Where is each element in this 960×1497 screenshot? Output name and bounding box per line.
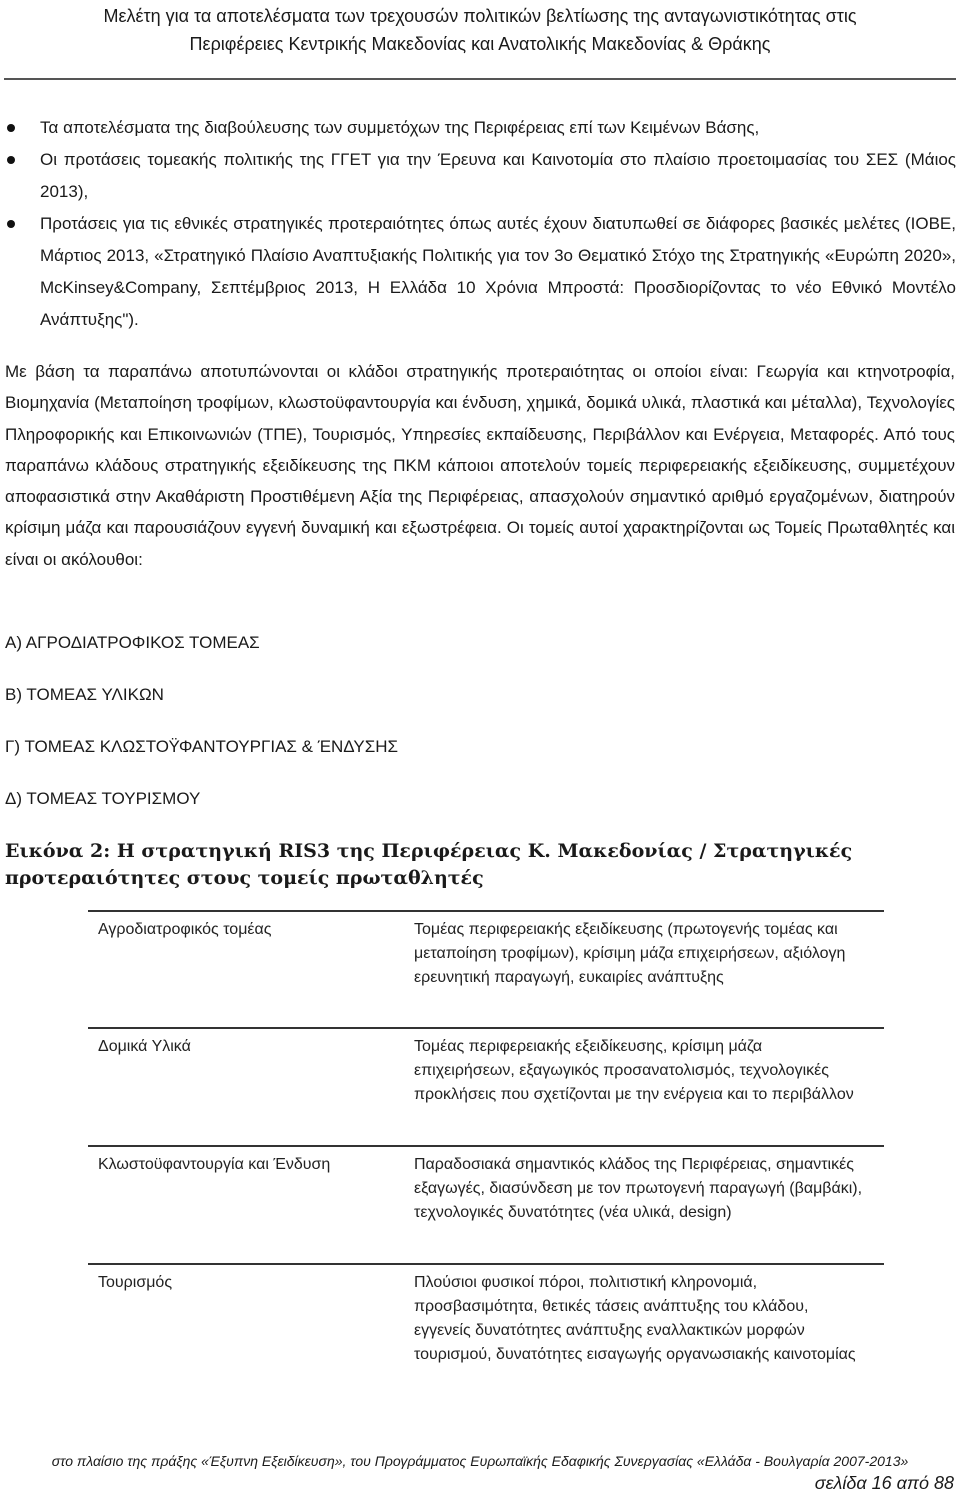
sector-description-cell: Πλούσιοι φυσικοί πόροι, πολιτιστική κληρονομιά, προσβασιμότητα, θετικές τάσεις ανάπτυξης του κλάδου, εγγενείς δυνατότητες ανάπτυξης εναλλακτικών μορφών τουρισμού, δυνατότητες εισαγωγής οργανωσιακής καινοτομίας <box>414 1274 856 1363</box>
sector-description-cell: Τομέας περιφερειακής εξειδίκευσης (πρωτογενής τομέας και μεταποίηση τροφίμων), κρίσιμη μάζα επιχειρήσεων, αξιόλογη ερευνητική παραγωγή, ευκαιρίες ανάπτυξης <box>414 921 846 986</box>
sector-name-cell: Κλωστοϋφαντουργία και Ένδυση <box>98 1156 331 1173</box>
bullet-text: Τα αποτελέσματα της διαβούλευσης των συμμετόχων της Περιφέρειας επί των Κειμένων Βάσης, <box>40 118 760 137</box>
bullet-item <box>0 208 960 336</box>
ris3-figure-table <box>88 910 884 1421</box>
table-row <box>88 1029 884 1145</box>
caption-line-2: προτεραιότητες στους τομείς πρωταθλητές <box>5 867 484 889</box>
header-title-line-2: Περιφέρειες Κεντρικής Μακεδονίας και Ανατολικής Μακεδονίας & Θράκης <box>189 34 771 54</box>
sector-description-cell: Παραδοσιακά σημαντικός κλάδος της Περιφέρειας, σημαντικές εξαγωγές, διασύνδεση με τον πρωτογενή παραγωγή (βαμβάκι), τεχνολογικές δυνατότητες (νέα υλικά, design) <box>414 1156 863 1221</box>
bullet-item <box>0 144 960 208</box>
sector-name-cell: Δομικά Υλικά <box>98 1038 191 1055</box>
bullet-text: Οι προτάσεις τομεακής πολιτικής της ΓΓΕΤ για την Έρευνα και Καινοτομία στο πλαίσιο προετοιμασίας του ΣΕΣ (Μάιος 2013), <box>40 150 956 201</box>
table-row <box>88 1147 884 1263</box>
sector-description-cell: Τομέας περιφερειακής εξειδίκευσης, κρίσιμη μάζα επιχειρήσεων, εξαγωγικός προσανατολισμός, τεχνολογικές προκλήσεις που σχετίζονται με την ενέργεια και το περιβάλλον <box>414 1038 854 1103</box>
page-header <box>0 2 960 58</box>
figure-caption <box>5 838 905 892</box>
sector-name-cell: Τουρισμός <box>98 1274 173 1291</box>
table-row <box>88 912 884 1027</box>
sector-heading-c: Γ) ΤΟΜΕΑΣ ΚΛΩΣΤΟΫΦΑΝΤΟΥΡΓΙΑΣ & ΈΝΔΥΣΗΣ <box>5 737 399 756</box>
footer-project-text: στο πλαίσιο της πράξης «Έξυπνη Εξειδίκευση», του Προγράμματος Ευρωπαϊκής Εδαφικής Συνεργασίας «Ελλάδα - Βουλγαρία 2007-2013» <box>51 1453 909 1469</box>
sector-name-cell: Αγροδιατροφικός τομέας <box>98 921 272 938</box>
bullet-icon <box>7 220 15 228</box>
bullet-item <box>0 112 960 144</box>
body-paragraph: Με βάση τα παραπάνω αποτυπώνονται οι κλάδοι στρατηγικής προτεραιότητας οι οποίοι είναι: Γεωργία και κτηνοτροφία, Βιομηχανία (Μεταποίηση τροφίμων, κλωστοϋφαντουργία και ένδυση, χημικά, δομικά υλικά, πλαστικά και μέταλλα), Τεχνολογίες Πληροφορικής και Επικοινωνιών (ΤΠΕ), Τουρισμός, Υπηρεσίες εκπαίδευσης, Περιβάλλον και Ενέργεια, Μεταφορές. Από τους παραπάνω κλάδους στρατηγικής εξειδίκευσης της ΠΚΜ κάποιοι αποτελούν τομείς περιφερειακής εξειδίκευσης, συμμετέχουν αποφασιστικά στην Ακαθάριστη Προστιθέμενη Αξία της Περιφέρειας, απασχολούν σημαντικό αριθμό εργαζομένων, διατηρούν κρίσιμη μάζα και παρουσιάζουν εγγενή δυναμική και εξωστρέφεια. Οι τομείς αυτοί χαρακτηρίζονται ως Τομείς Πρωταθλητές και είναι οι ακόλουθοι: <box>5 362 955 569</box>
sources-bullet-list <box>0 112 960 336</box>
bullet-text: Προτάσεις για τις εθνικές στρατηγικές προτεραιότητες όπως αυτές έχουν διατυπωθεί σε διάφορες βασικές μελέτες (ΙΟΒΕ, Μάρτιος 2013, «Στρατηγικό Πλαίσιο Αναπτυξιακής Πολιτικής για τον 3ο Θεματικό Στόχο της Στρατηγικής «Ευρώπη 2020», McKinsey&Company, Σεπτέμβριος 2013, Η Ελλάδα 10 Χρόνια Μπροστά: Προσδιορίζοντας το νέο Εθνικό Μοντέλο Ανάπτυξης"). <box>40 214 956 329</box>
page-number: σελίδα 16 από 88 <box>814 1473 954 1493</box>
table-row <box>88 1265 884 1421</box>
header-title-line-1: Μελέτη για τα αποτελέσματα των τρεχουσών πολιτικών βελτίωσης της ανταγωνιστικότητας στις <box>103 6 857 26</box>
sector-heading-b: Β) ΤΟΜΕΑΣ ΥΛΙΚΩΝ <box>5 685 164 704</box>
sector-heading-a: Α) ΑΓΡΟΔΙΑΤΡΟΦΙΚΟΣ ΤΟΜΕΑΣ <box>5 633 260 652</box>
bullet-icon <box>7 156 15 164</box>
caption-line-1: Εικόνα 2: Η στρατηγική RIS3 της Περιφέρειας Κ. Μακεδονίας / Στρατηγικές <box>5 840 853 862</box>
header-divider <box>4 78 956 80</box>
sector-heading-d: Δ) ΤΟΜΕΑΣ ΤΟΥΡΙΣΜΟΥ <box>5 789 201 808</box>
bullet-icon <box>7 124 15 132</box>
